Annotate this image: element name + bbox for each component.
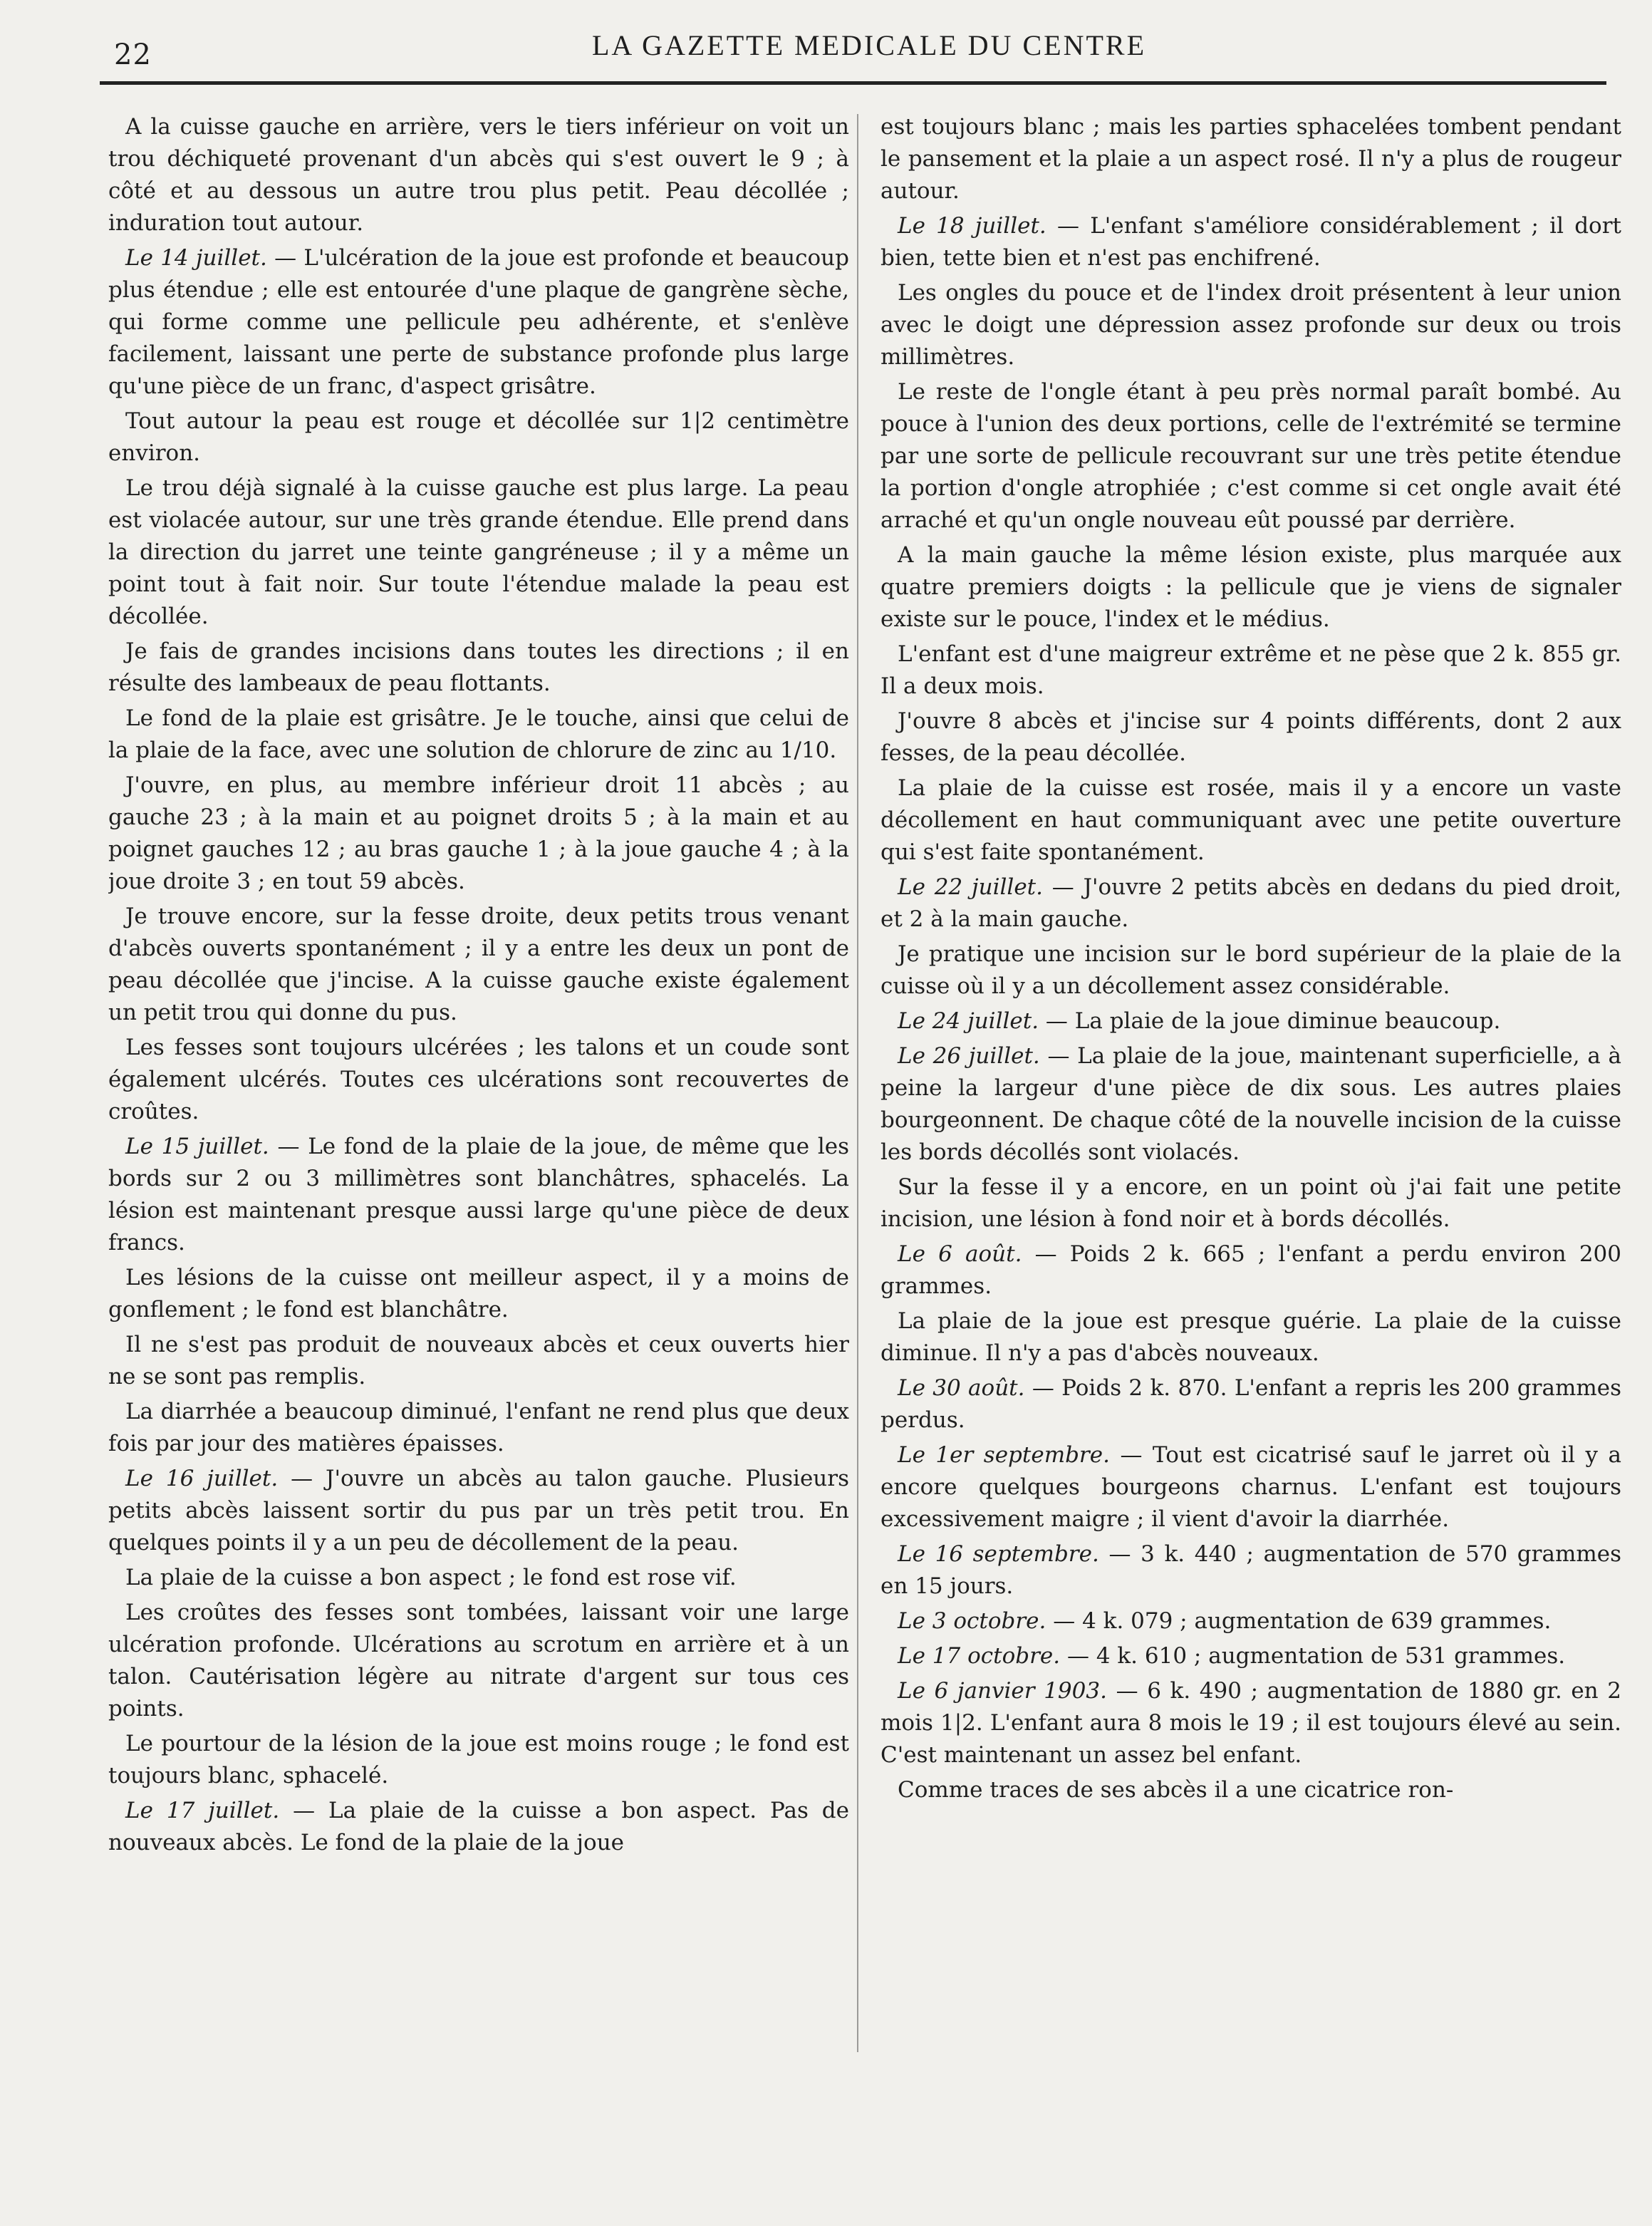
paragraph-text: — J'ouvre un abcès au talon gauche. Plusieurs petits abcès laissent sortir du pus par un très petit trou. En quelques points il y a un peu de décollement de la peau. <box>108 1466 849 1555</box>
paragraph-text: La diarrhée a beaucoup diminué, l'enfant ne rend plus que deux fois par jour des matières épaisses. <box>108 1399 849 1456</box>
paragraph-text: J'ouvre 8 abcès et j'incise sur 4 points différents, dont 2 aux fesses, de la peau décollée. <box>880 708 1621 766</box>
entry-date: Le 6 août. <box>898 1241 1022 1267</box>
paragraph-text: — La plaie de la joue diminue beaucoup. <box>1039 1008 1501 1034</box>
paragraph <box>108 1262 849 1326</box>
paragraph <box>108 1728 849 1792</box>
paragraph-text: — La plaie de la cuisse a bon aspect. Pas de nouveaux abcès. Le fond de la plaie de la joue <box>108 1798 849 1855</box>
paragraph-text: — La plaie de la joue, maintenant superficielle, a à peine la largeur d'une pièce de dix sous. Les autres plaies bourgeonnent. De chaque côté de la nouvelle incision de la cuisse les bords décollés sont violacés. <box>880 1043 1621 1165</box>
entry-date: Le 16 juillet. <box>125 1466 279 1491</box>
paragraph <box>880 1538 1621 1603</box>
paragraph-text: — 4 k. 610 ; augmentation de 531 grammes. <box>1060 1643 1566 1669</box>
paragraph-text: — Tout est cicatrisé sauf le jarret où il y a encore quelques bourgeons charnus. L'enfant est toujours excessivement maigre ; il vient d'avoir la diarrhée. <box>880 1442 1621 1532</box>
paragraph-text: Les lésions de la cuisse ont meilleur aspect, il y a moins de gonflement ; le fond est blanchâtre. <box>108 1265 849 1322</box>
paragraph <box>880 1040 1621 1169</box>
paragraph <box>108 1131 849 1259</box>
paragraph <box>880 772 1621 869</box>
entry-date: Le 17 juillet. <box>125 1798 280 1823</box>
paragraph <box>108 636 849 700</box>
entry-date: Le 16 septembre. <box>898 1541 1099 1567</box>
paragraph-text: Les fesses sont toujours ulcérées ; les talons et un coude sont également ulcérés. Toutes ces ulcérations sont recouvertes de croûtes. <box>108 1035 849 1124</box>
paragraph <box>108 703 849 767</box>
paragraph-text: Tout autour la peau est rouge et décollée sur 1|2 centimètre environ. <box>108 408 849 466</box>
paragraph-text: Je trouve encore, sur la fesse droite, deux petits trous venant d'abcès ouverts spontanément ; il y a entre les deux un pont de peau décollée que j'incise. A la cuisse gauche existe également un petit trou qui donne du pus. <box>108 904 849 1025</box>
entry-date: Le 18 juillet. <box>898 213 1046 239</box>
paragraph-text: La plaie de la joue est presque guérie. La plaie de la cuisse diminue. Il n'y a pas d'abcès nouveaux. <box>880 1308 1621 1366</box>
paragraph <box>880 1372 1621 1436</box>
paragraph-text: Les croûtes des fesses sont tombées, laissant voir une large ulcération profonde. Ulcérations au scrotum en arrière et à un talon. Cautérisation légère au nitrate d'argent sur tous ces points. <box>108 1600 849 1722</box>
paragraph-text: Comme traces de ses abcès il a une cicatrice ron- <box>898 1777 1454 1803</box>
paragraph-text: — J'ouvre 2 petits abcès en dedans du pied droit, et 2 à la main gauche. <box>880 874 1621 932</box>
paragraph-text: Il ne s'est pas produit de nouveaux abcès et ceux ouverts hier ne se sont pas remplis. <box>108 1332 849 1389</box>
entry-date: Le 14 juillet. <box>125 245 267 271</box>
paragraph <box>108 1396 849 1460</box>
paragraph-text: Le pourtour de la lésion de la joue est moins rouge ; le fond est toujours blanc, sphacelé. <box>108 1731 849 1788</box>
paragraph-text: — Le fond de la plaie de la joue, de même que les bords sur 2 ou 3 millimètres sont blanchâtres, sphacelés. La lésion est maintenant presque aussi large qu'une pièce de deux francs. <box>108 1134 849 1256</box>
paragraph-text: est toujours blanc ; mais les parties sphacelées tombent pendant le pansement et la plaie a un aspect rosé. Il n'y a plus de rougeur autour. <box>880 114 1621 204</box>
paragraph <box>880 539 1621 636</box>
entry-date: Le 1er septembre. <box>898 1442 1110 1468</box>
right-column <box>880 111 1621 2197</box>
paragraph <box>108 1795 849 1859</box>
paragraph-text: — L'enfant s'améliore considérablement ; il dort bien, tette bien et n'est pas enchifrené. <box>880 213 1621 271</box>
entry-date: Le 22 juillet. <box>898 874 1043 900</box>
entry-date: Le 24 juillet. <box>898 1008 1039 1034</box>
paragraph <box>108 1562 849 1594</box>
paragraph-text: — 6 k. 490 ; augmentation de 1880 gr. en 2 mois 1|2. L'enfant aura 8 mois le 19 ; il est toujours élevé au sein. C'est maintenant un assez bel enfant. <box>880 1678 1621 1768</box>
entry-date: Le 15 juillet. <box>125 1134 269 1159</box>
entry-date: Le 26 juillet. <box>898 1043 1040 1069</box>
paragraph <box>108 472 849 633</box>
paragraph <box>108 1463 849 1559</box>
paragraph-text: — L'ulcération de la joue est profonde et beaucoup plus étendue ; elle est entourée d'une plaque de gangrène sèche, qui forme comme une pellicule peu adhérente, et s'enlève facilement, laissant une perte de substance profonde plus large qu'une pièce de un franc, d'aspect grisâtre. <box>108 245 849 399</box>
paragraph-text: L'enfant est d'une maigreur extrême et ne pèse que 2 k. 855 gr. Il a deux mois. <box>880 641 1621 699</box>
left-column <box>108 111 849 2197</box>
paragraph <box>880 376 1621 537</box>
paragraph-text: — Poids 2 k. 665 ; l'enfant a perdu environ 200 grammes. <box>880 1241 1621 1299</box>
paragraph <box>880 1675 1621 1771</box>
entry-date: Le 6 janvier 1903. <box>898 1678 1107 1704</box>
paragraph <box>108 405 849 470</box>
paragraph-text: A la main gauche la même lésion existe, plus marquée aux quatre premiers doigts : la pellicule que je viens de signaler existe sur le pouce, l'index et le médius. <box>880 542 1621 632</box>
paragraph-text: La plaie de la cuisse est rosée, mais il y a encore un vaste décollement en haut communiquant avec une petite ouverture qui s'est faite spontanément. <box>880 775 1621 865</box>
paragraph <box>108 1597 849 1725</box>
paragraph <box>880 210 1621 274</box>
paragraph-text: Sur la fesse il y a encore, en un point où j'ai fait une petite incision, une lésion à fond noir et à bords décollés. <box>880 1174 1621 1232</box>
paragraph <box>880 111 1621 207</box>
paragraph <box>880 871 1621 936</box>
paragraph-text: Je fais de grandes incisions dans toutes les directions ; il en résulte des lambeaux de peau flottants. <box>108 638 849 696</box>
entry-date: Le 17 octobre. <box>898 1643 1061 1669</box>
running-title: LA GAZETTE MEDICALE DU CENTRE <box>591 29 1146 61</box>
paragraph <box>108 111 849 239</box>
header-rule <box>100 81 1606 85</box>
paragraph-text: Le trou déjà signalé à la cuisse gauche est plus large. La peau est violacée autour, sur une très grande étendue. Elle prend dans la direction du jarret une teinte gangréneuse ; il y a même un point tout à fait noir. Sur toute l'étendue malade la peau est décollée. <box>108 475 849 629</box>
paragraph-text: Je pratique une incision sur le bord supérieur de la plaie de la cuisse où il y a un décollement assez considérable. <box>880 941 1621 999</box>
paragraph <box>880 1238 1621 1303</box>
paragraph <box>880 1774 1621 1806</box>
page-number: 22 <box>114 38 152 71</box>
paragraph <box>108 242 849 403</box>
paragraph <box>880 1605 1621 1637</box>
paragraph-text: — 4 k. 079 ; augmentation de 639 grammes. <box>1046 1608 1552 1634</box>
paragraph <box>880 1439 1621 1536</box>
paragraph <box>108 770 849 898</box>
paragraph <box>108 901 849 1029</box>
paragraph <box>108 1329 849 1393</box>
paragraph <box>880 1005 1621 1037</box>
paragraph-text: — 3 k. 440 ; augmentation de 570 grammes en 15 jours. <box>880 1541 1621 1599</box>
paragraph-text: — Poids 2 k. 870. L'enfant a repris les 200 grammes perdus. <box>880 1375 1621 1433</box>
paragraph-text: Le fond de la plaie est grisâtre. Je le touche, ainsi que celui de la plaie de la face, avec une solution de chlorure de zinc au 1/10. <box>108 705 849 763</box>
paragraph-text: La plaie de la cuisse a bon aspect ; le fond est rose vif. <box>125 1565 737 1590</box>
paragraph-text: Le reste de l'ongle étant à peu près normal paraît bombé. Au pouce à l'union des deux portions, celle de l'extrémité se termine par une sorte de pellicule recouvrant sur une très petite étendue la portion d'ongle atrophiée ; c'est comme si cet ongle avait été arraché et qu'un ongle nouveau eût poussé par derrière. <box>880 379 1621 533</box>
paragraph <box>880 1640 1621 1672</box>
paragraph <box>880 1171 1621 1236</box>
paragraph-text: A la cuisse gauche en arrière, vers le tiers inférieur on voit un trou déchiqueté provenant d'un abcès qui s'est ouvert le 9 ; à côté et au dessous un autre trou plus petit. Peau décollée ; induration tout autour. <box>108 114 849 236</box>
paragraph <box>880 1305 1621 1370</box>
paragraph <box>880 938 1621 1003</box>
paragraph-text: Les ongles du pouce et de l'index droit présentent à leur union avec le doigt une dépression assez profonde sur deux ou trois millimètres. <box>880 280 1621 370</box>
paragraph <box>880 638 1621 703</box>
column-divider <box>857 114 858 2052</box>
entry-date: Le 30 août. <box>898 1375 1025 1401</box>
paragraph <box>880 705 1621 770</box>
paragraph-text: J'ouvre, en plus, au membre inférieur droit 11 abcès ; au gauche 23 ; à la main et au poignet droits 5 ; à la main et au poignet gauches 12 ; au bras gauche 1 ; à la joue gauche 4 ; à la joue droite 3 ; en tout 59 abcès. <box>108 772 849 894</box>
paragraph <box>880 277 1621 373</box>
entry-date: Le 3 octobre. <box>898 1608 1046 1634</box>
paragraph <box>108 1032 849 1128</box>
